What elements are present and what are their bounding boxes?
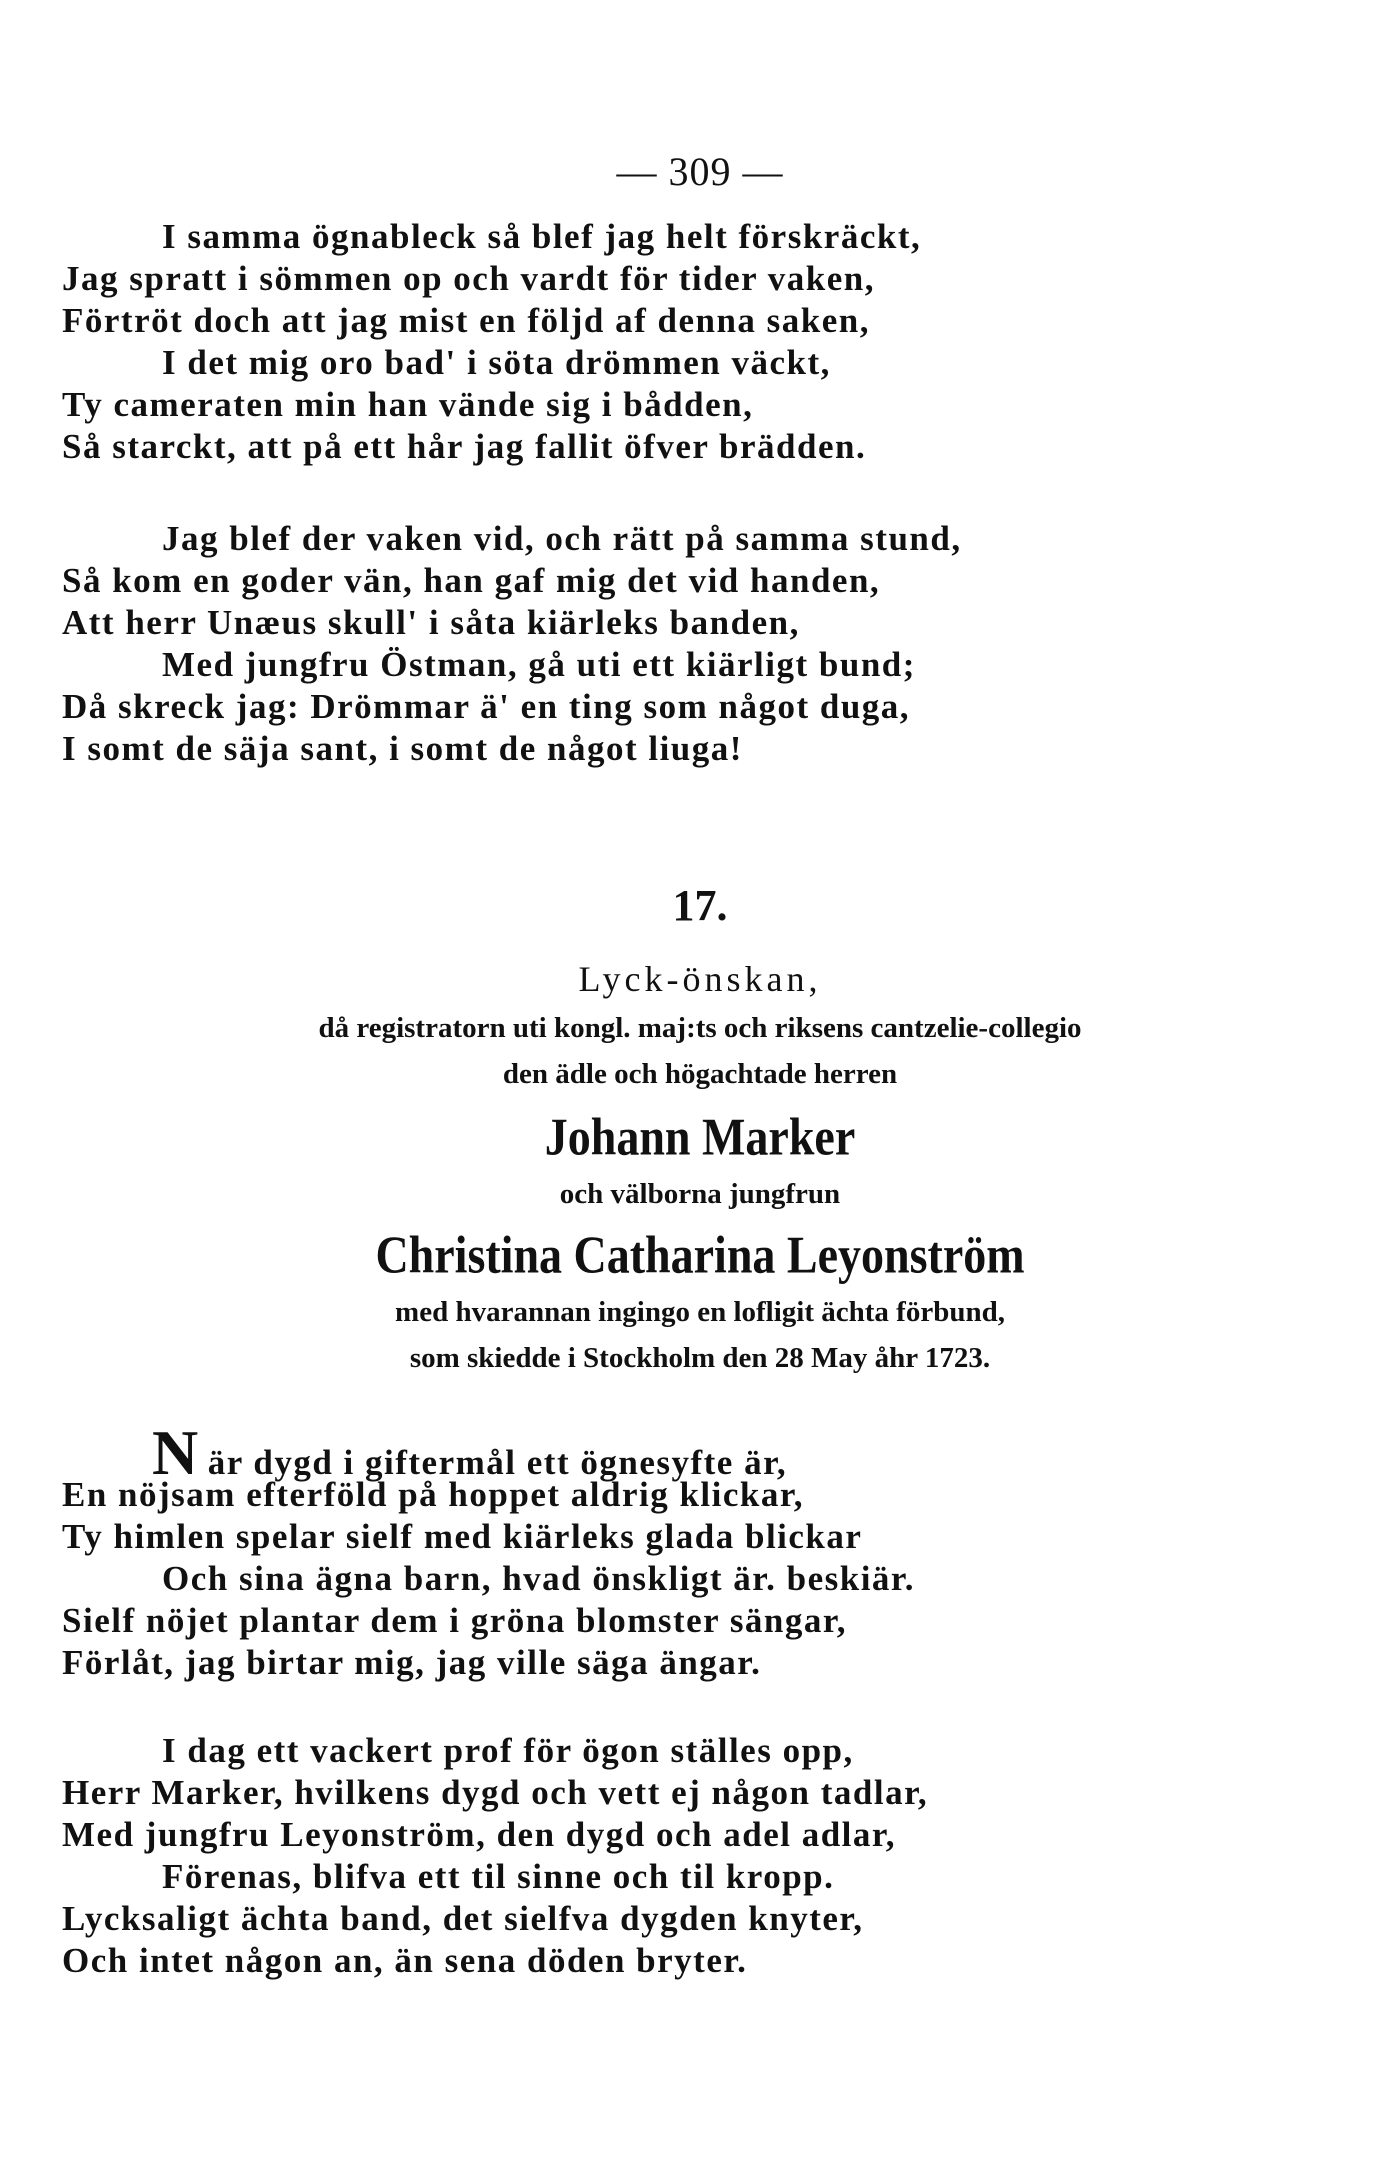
verse-line-first xyxy=(62,1417,1362,1488)
dedication-line: då registratorn uti kongl. maj:ts och riksens cantzelie-collegio xyxy=(318,1012,1082,1044)
page-number: — 309 — xyxy=(616,149,784,194)
verse-line: Förtröt doch att jag mist en följd af denna saken, xyxy=(62,301,871,340)
verse-line: Och intet någon an, än sena döden bryter. xyxy=(62,1941,748,1980)
verse-line: Jag blef der vaken vid, och rätt på samma stund, xyxy=(162,519,962,558)
drop-cap: N xyxy=(152,1417,200,1488)
stanza-3 xyxy=(62,1417,1362,1684)
verse-line: Ty himlen spelar sielf med kiärleks glada blickar xyxy=(62,1517,863,1556)
verse-line: Sielf nöjet plantar dem i gröna blomster sängar, xyxy=(62,1601,847,1640)
verse-line: Att herr Unæus skull' i såta kiärleks banden, xyxy=(62,603,800,642)
verse-line-text: är dygd i giftermål ett ögnesyfte är, xyxy=(207,1443,788,1482)
poem-number: 17. xyxy=(672,881,728,930)
verse-line: En nöjsam efterföld på hoppet aldrig klickar, xyxy=(62,1475,804,1514)
verse-line: Förenas, blifva ett til sinne och til kropp. xyxy=(162,1857,835,1896)
verse-line: Så starckt, att på ett hår jag fallit öfver brädden. xyxy=(62,427,867,466)
verse-line: Jag spratt i sömmen op och vardt för tider vaken, xyxy=(62,259,876,298)
stanza-2 xyxy=(62,518,1362,770)
verse-line: I det mig oro bad' i söta drömmen väckt, xyxy=(162,343,831,382)
verse-line: I samma ögnableck så blef jag helt förskräckt, xyxy=(162,217,922,256)
dedication-line: som skiedde i Stockholm den 28 May åhr 1723. xyxy=(409,1342,991,1374)
stanza-4 xyxy=(62,1730,1362,1982)
bride-name: Christina Catharina Leyonström xyxy=(375,1225,1025,1284)
dedication-line: den ädle och högachtade herren xyxy=(502,1058,898,1090)
verse-line: Så kom en goder vän, han gaf mig det vid handen, xyxy=(62,561,881,600)
verse-line: Med jungfru Östman, gå uti ett kiärligt bund; xyxy=(162,645,916,684)
groom-name: Johann Marker xyxy=(544,1107,856,1166)
poem-title: Lyck-önskan, xyxy=(578,959,822,999)
dedication-line: och välborna jungfrun xyxy=(559,1178,841,1210)
verse-line: Och sina ägna barn, hvad önskligt är. beskiär. xyxy=(162,1559,916,1598)
verse-line: Herr Marker, hvilkens dygd och vett ej någon tadlar, xyxy=(62,1773,929,1812)
verse-line: Lycksaligt ächta band, det sielfva dygden knyter, xyxy=(62,1899,864,1938)
verse-line: I dag ett vackert prof för ögon ställes opp, xyxy=(162,1731,854,1770)
verse-line: Då skreck jag: Drömmar ä' en ting som något duga, xyxy=(62,687,911,726)
stanza-1 xyxy=(62,216,1362,468)
verse-line: Förlåt, jag birtar mig, jag ville säga ängar. xyxy=(62,1643,762,1682)
verse-line: Ty cameraten min han vände sig i bådden, xyxy=(62,385,754,424)
verse-line: I somt de säja sant, i somt de något liuga! xyxy=(62,729,743,768)
dedication-line: med hvarannan ingingo en lofligit ächta förbund, xyxy=(395,1296,1005,1328)
verse-line: Med jungfru Leyonström, den dygd och adel adlar, xyxy=(62,1815,896,1854)
